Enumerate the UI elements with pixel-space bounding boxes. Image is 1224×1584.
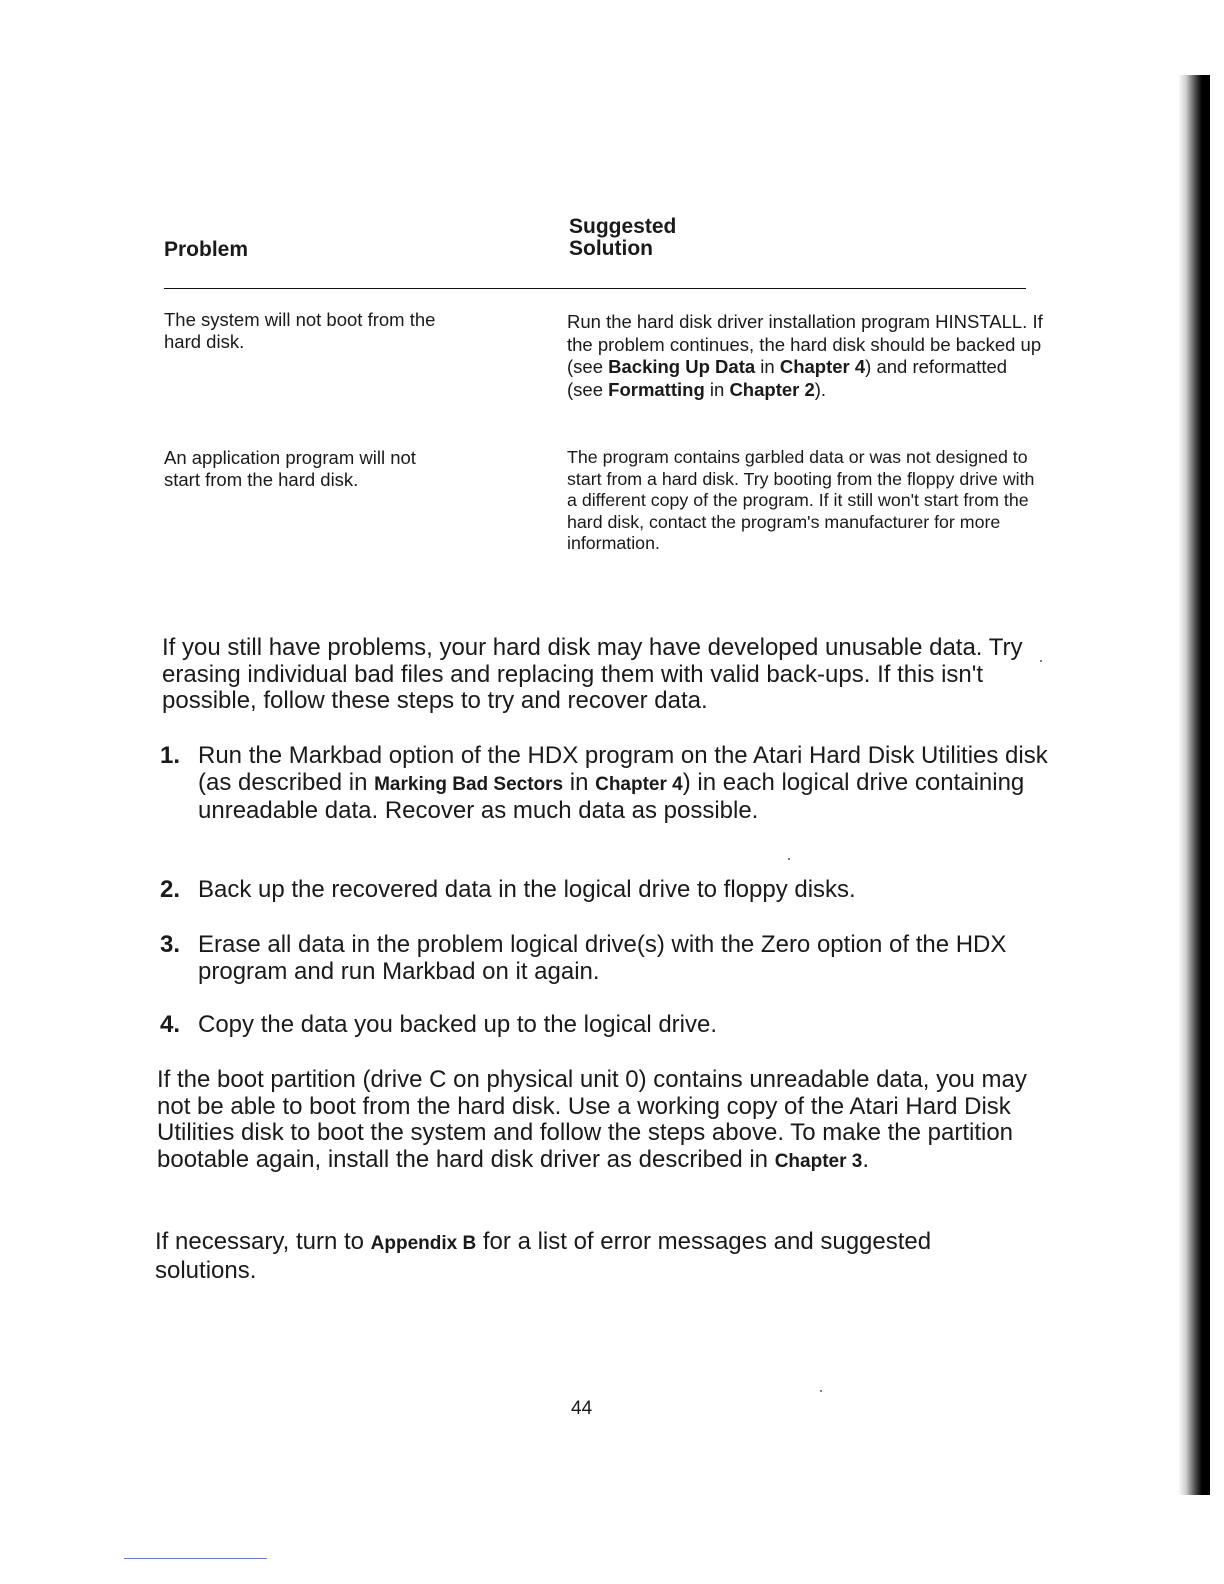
step-text-part: Run the Markbad option of the HDX program on the Atari Hard Disk Utilities disk (as described in — [198, 742, 1048, 796]
solution-cell: The program contains garbled data or was not designed to start from a hard disk. Try booting from the floppy drive with a different copy of the program. If it still won't start from the hard disk, contact the program's manufacturer for more information. — [567, 447, 1035, 553]
step-number: 2. — [160, 876, 181, 903]
solution-text: in — [755, 356, 780, 377]
step-number: 1. — [160, 742, 181, 769]
scan-binding-edge — [1178, 75, 1210, 1495]
appendix-paragraph — [155, 1229, 935, 1284]
solution-text: in — [704, 378, 730, 400]
problem-line: An application program will not — [164, 447, 416, 468]
intro-paragraph: If you still have problems, your hard disk may have developed unusable data. Try erasing individual bad files and replacing them with valid back-ups. If this isn't possible, follow these steps to try and recover data. — [162, 634, 1023, 714]
solution-text: ) and reformatted (see — [567, 356, 1008, 400]
solution-ref-chapter: Chapter 2 — [729, 378, 815, 400]
paragraph-text: . — [862, 1145, 870, 1173]
footer-rule — [124, 1558, 267, 1559]
page-number: 44 — [571, 1398, 593, 1419]
problem-cell — [164, 309, 524, 353]
header-suggested-solution — [569, 216, 676, 260]
solution-text: Run the hard disk driver installation program HINSTALL. If the problem continues, the hard disk should be backed up (see — [567, 311, 1043, 377]
step-text: Copy the data you backed up to the logical drive. — [198, 1011, 717, 1038]
ref-appendix: Appendix B — [370, 1233, 477, 1254]
problem-line: start from the hard disk. — [164, 469, 359, 490]
ref-marking-bad-sectors: Marking Bad Sectors — [374, 773, 564, 795]
header-problem: Problem — [164, 238, 249, 261]
paragraph-text: If necessary, turn to — [155, 1228, 371, 1255]
problem-line: The system will not boot from the — [164, 309, 436, 330]
step-text — [198, 743, 1058, 825]
boot-partition-paragraph — [157, 1067, 1047, 1175]
problem-cell — [164, 447, 524, 491]
ref-chapter: Chapter 4 — [595, 773, 683, 795]
step-text: Back up the recovered data in the logical drive to floppy disks. — [198, 876, 856, 903]
solution-ref-chapter: Chapter 4 — [779, 356, 866, 377]
troubleshooting-table — [164, 215, 1043, 595]
header-solution-line1: Suggested — [569, 215, 677, 238]
paragraph-text: If the boot partition (drive C on physical unit 0) contains unreadable data, you may not be able to boot from the hard disk. Use a working copy of the Atari Hard Disk Utilities disk to boot the system and follow the steps above. To make the partition bootable again, install the hard disk driver as described in — [157, 1066, 1027, 1173]
table-header — [164, 216, 1026, 289]
step-text-part: ) in each logical drive containing unreadable data. Recover as much data as possible. — [198, 768, 1025, 824]
solution-cell — [567, 311, 1047, 401]
step-number: 4. — [160, 1011, 181, 1038]
step-text-part: in — [563, 768, 596, 796]
solution-ref-formatting: Formatting — [608, 378, 705, 400]
step-number: 3. — [160, 931, 181, 958]
header-solution-line2: Solution — [569, 237, 653, 260]
scan-speck — [788, 858, 790, 860]
problem-line: hard disk. — [164, 331, 245, 352]
solution-ref-backing-up: Backing Up Data — [608, 356, 756, 377]
ref-chapter: Chapter 3 — [774, 1150, 863, 1172]
solution-text: ). — [814, 378, 827, 400]
table-row — [164, 445, 1035, 595]
paragraph-text: for a list of error messages and suggested solutions. — [155, 1228, 932, 1284]
step-text: Erase all data in the problem logical drive(s) with the Zero option of the HDX program and run Markbad on it again. — [198, 931, 1007, 985]
table-row — [164, 289, 1043, 445]
scan-speck — [820, 1390, 822, 1392]
